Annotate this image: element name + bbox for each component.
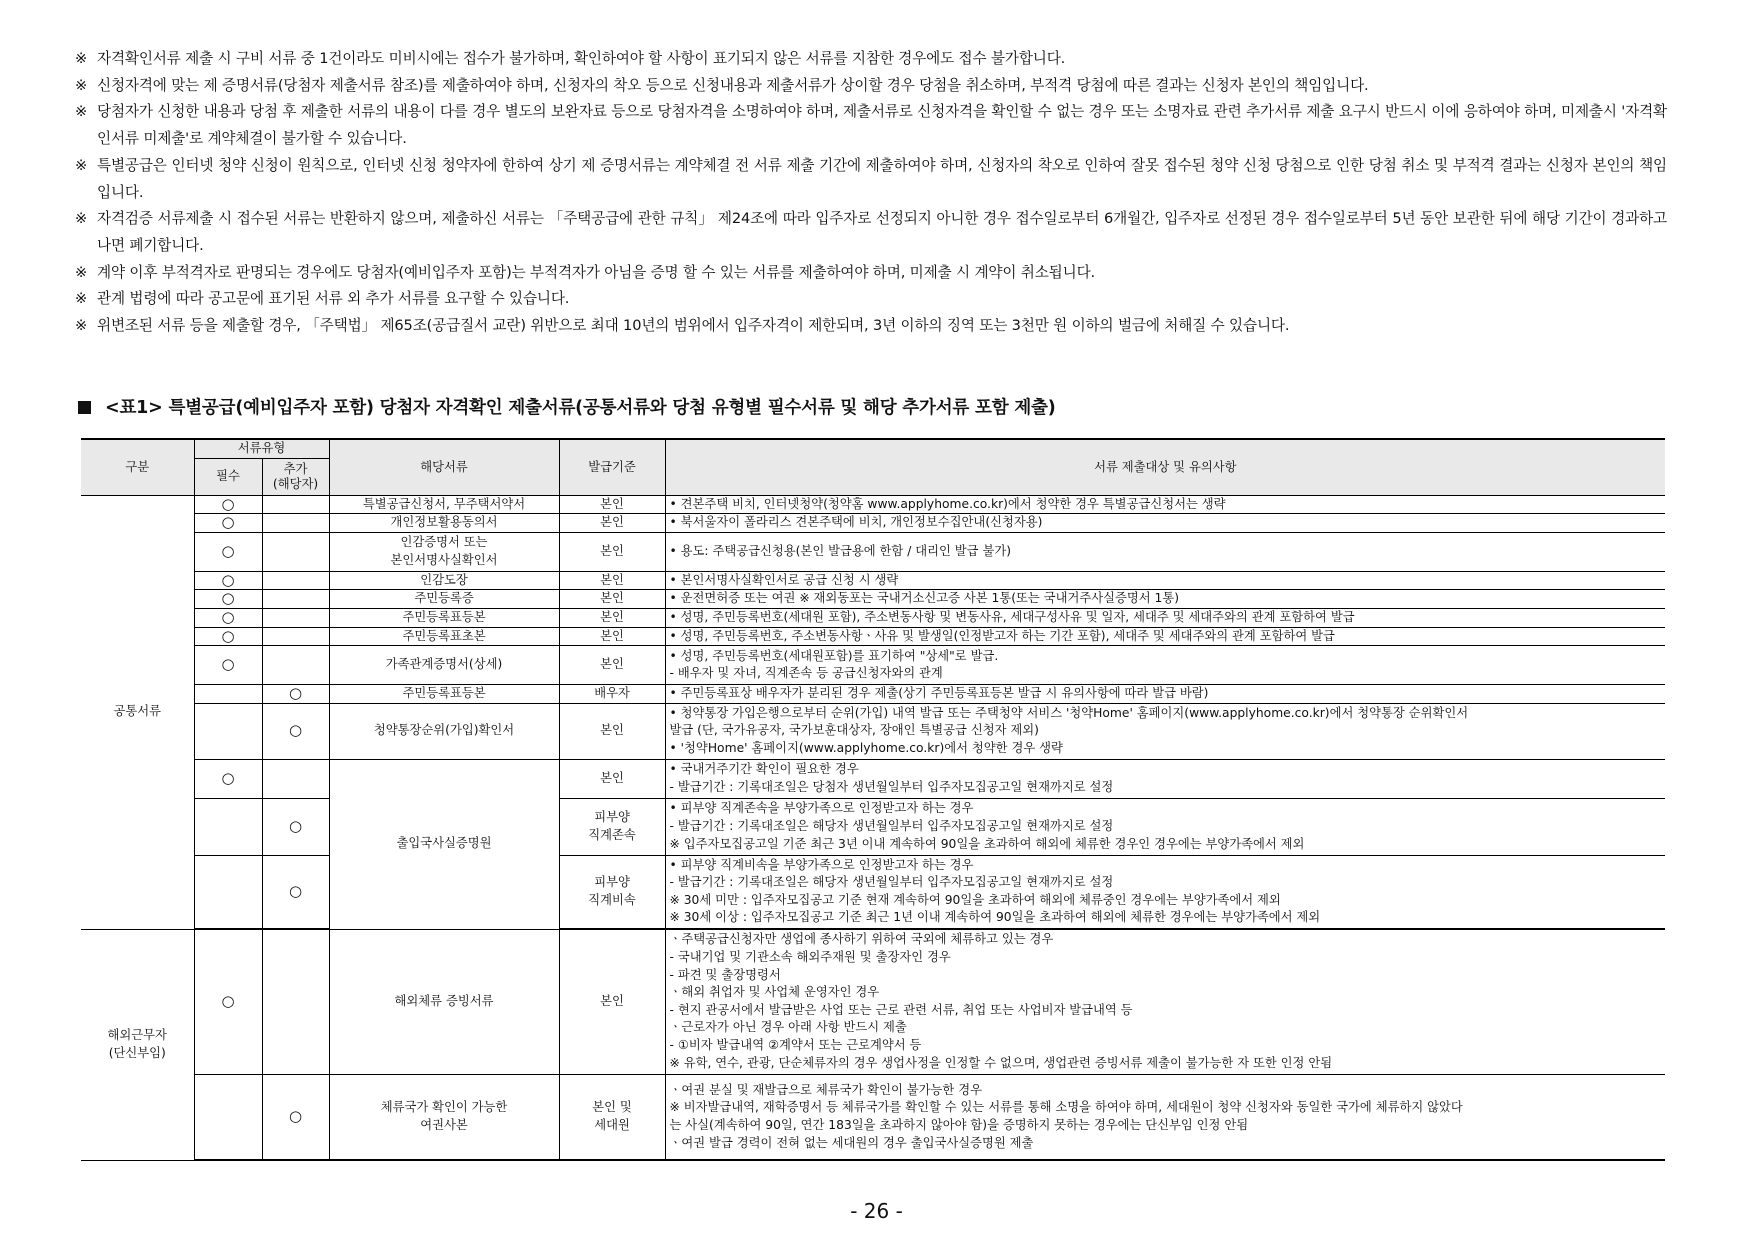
cell-line: 직계존속: [588, 827, 636, 842]
table-row: [81, 759, 1665, 798]
notes-cell: [665, 608, 1665, 627]
group-overseas: 해외근무자 (단신부임): [81, 929, 194, 1160]
doc-cell: [329, 495, 559, 514]
issuer-cell: [559, 646, 665, 685]
header-required: 필수: [194, 458, 262, 495]
cell-line: • 피부양 직계존속을 부양가족으로 인정받고자 하는 경우: [669, 801, 974, 816]
cell-line: • 주민등록표상 배우자가 분리된 경우 제출(상기 주민등록표등본 발급 시 유의사항에 따라 발급 바람): [669, 686, 1209, 701]
additional-mark: ○: [262, 855, 329, 928]
notes-cell: [665, 798, 1665, 855]
required-mark: ○: [194, 608, 262, 627]
notes-cell: [665, 590, 1665, 609]
cell-line: ㆍ해외 취업자 및 사업체 운영자인 경우: [669, 985, 880, 1000]
cell-line: • '청약Home' 홈페이지(www.applyhome.co.kr)에서 청약한 경우 생략: [669, 741, 1063, 756]
required-mark: ○: [194, 929, 262, 1074]
section-title: <표1> 특별공급(예비입주자 포함) 당첨자 자격확인 제출서류(공통서류와 당첨 유형별 필수서류 및 해당 추가서류 포함 제출): [78, 394, 1056, 419]
table-row: [81, 627, 1665, 646]
issuer-cell: [559, 608, 665, 627]
doc-cell: [329, 759, 559, 929]
table-row: [81, 646, 1665, 685]
notes-cell: [665, 495, 1665, 514]
square-bullet-icon: [78, 401, 91, 414]
cell-line: 인감도장: [420, 572, 468, 587]
header-additional: 추가 (해당자): [262, 458, 329, 495]
header-issuer: 발급기준: [559, 439, 665, 495]
cell-line: ㆍ주택공급신청자만 생업에 종사하기 위하여 국외에 체류하고 있는 경우: [669, 932, 1054, 947]
cell-line: 배우자: [594, 686, 630, 701]
notes-cell: [665, 1074, 1665, 1160]
notes-cell: [665, 703, 1665, 759]
additional-mark: ○: [262, 703, 329, 759]
additional-mark: ○: [262, 798, 329, 855]
cell-line: ㆍ여권 발급 경력이 전혀 없는 세대원의 경우 출입국사실증명원 제출: [669, 1135, 1034, 1150]
note-item: ※ 자격확인서류 제출 시 구비 서류 중 1건이라도 미비시에는 접수가 불가하며, 확인하여야 할 사항이 표기되지 않은 서류를 지참한 경우에도 접수 불가합니다.: [75, 50, 1066, 67]
table-row: [81, 495, 1665, 514]
note-item: ※ 계약 이후 부적격자로 판명되는 경우에도 당첨자(예비입주자 포함)는 부적격자가 아님을 증명 할 수 있는 서류를 제출하여야 하며, 미제출 시 계약이 취소됩니다.: [75, 263, 1096, 281]
cell-line: 여권사본: [420, 1118, 468, 1132]
cell-line: 주민등록표등본: [402, 686, 486, 701]
required-mark: ○: [194, 646, 262, 685]
cell-line: • 운전면허증 또는 여권 ※ 재외동포는 국내거소신고증 사본 1통(또는 국내거주사실증명서 1통): [669, 591, 1180, 606]
doc-cell: [329, 532, 559, 571]
cell-line: 본인: [600, 572, 624, 587]
cell-line: 본인: [600, 515, 624, 530]
doc-cell: [329, 571, 559, 590]
cell-line: ㆍ근로자가 아닌 경우 아래 사항 반드시 제출: [669, 1020, 907, 1035]
doc-cell: [329, 590, 559, 609]
required-mark: ○: [194, 571, 262, 590]
cell-line: 해외체류 증빙서류: [394, 993, 494, 1008]
table-row: [81, 514, 1665, 533]
cell-line: • 본인서명사실확인서로 공급 신청 시 생략: [669, 572, 899, 587]
cell-line: - 배우자 및 자녀, 직계존속 등 공급신청자와의 관계: [669, 666, 943, 681]
doc-cell: [329, 929, 559, 1074]
note-item: ※ 신청자격에 맞는 제 증명서류(당첨자 제출서류 참조)를 제출하여야 하며, 신청자의 착오 등으로 신청내용과 제출서류가 상이할 경우 당첨을 취소하며, 부적격 당첨에 따른 결과는 신청자 본인의 책임입니다.: [75, 76, 1369, 94]
cell-line: • 북서울자이 폴라리스 견본주택에 비치, 개인정보수집안내(신청자용): [669, 515, 1043, 530]
note-item: ※ 당첨자가 신청한 내용과 당첨 후 제출한 서류의 내용이 다를 경우 별도의 보완자료 등으로 당첨자격을 소명하여야 하며, 제출서류로 신청자격을 확인할 수 없는 경우 또는 소명자료 관련 추가서류 제출 요구시 반드시 이에 응하여야 하며, 미제출시 '자격확인서류 미제출'로 계약체결이 불가할 수 있습니다.: [75, 103, 1667, 148]
doc-cell: [329, 608, 559, 627]
issuer-cell: [559, 929, 665, 1074]
cell-line: - 발급기간 : 기록대조일은 당첨자 생년월일부터 입주자모집공고일 현재까지로 설정: [669, 779, 1114, 794]
notes-cell: [665, 627, 1665, 646]
table-row: [81, 608, 1665, 627]
issuer-cell: [559, 532, 665, 571]
cell-line: 본인: [600, 543, 624, 558]
issuer-cell: [559, 703, 665, 759]
cell-line: ※ 30세 이상 : 입주자모집공고 기준 최근 1년 이내 계속하여 90일을 초과하여 해외에 체류한 경우에는 부양가족에서 제외: [669, 910, 1321, 925]
cell-line: • 성명, 주민등록번호(세대원 포함), 주소변동사항 및 변동사유, 세대구성사유 및 일자, 세대주 및 세대주와의 관계 포함하여 발급: [669, 609, 1355, 624]
required-mark: ○: [194, 514, 262, 533]
note-item: ※ 자격검증 서류제출 시 접수된 서류는 반환하지 않으며, 제출하신 서류는 「주택공급에 관한 규칙」 제24조에 따라 입주자로 선정되지 아니한 경우 접수일로부터 6개월간, 입주자로 선정된 경우 접수일로부터 5년 동안 보관한 뒤에 해당 기간이 경과하고 나면 폐기합니다.: [75, 210, 1667, 254]
doc-cell: [329, 514, 559, 533]
cell-line: 본인: [600, 609, 624, 624]
table-row: [81, 855, 1665, 928]
note-item: ※ 관계 법령에 따라 공고문에 표기된 서류 외 추가 서류를 요구할 수 있습니다.: [75, 290, 570, 308]
notes-cell: [665, 929, 1665, 1074]
group-common: 공통서류: [81, 495, 194, 929]
cell-line: • 청약통장 가입은행으로부터 순위(가입) 내역 발급 또는 주택청약 서비스 '청약Home' 홈페이지(www.applyhome.co.kr)에서 청약통장 순위확인서: [669, 705, 1469, 720]
notes-cell: [665, 759, 1665, 798]
table-row: [81, 685, 1665, 704]
cell-line: 주민등록표초본: [402, 628, 486, 643]
notes-cell: [665, 646, 1665, 685]
doc-cell: [329, 646, 559, 685]
cell-line: 피부양: [594, 875, 630, 890]
issuer-cell: [559, 685, 665, 704]
cell-line: 청약통장순위(가입)확인서: [373, 723, 515, 738]
cell-line: • 성명, 주민등록번호(세대원포함)를 표기하여 "상세"로 발급.: [669, 648, 999, 663]
cell-line: 발급 (단, 국가유공자, 국가보훈대상자, 장애인 특별공급 신청자 제외): [669, 723, 1039, 738]
additional-mark: ○: [262, 685, 329, 704]
cell-line: 세대원: [594, 1118, 630, 1132]
cell-line: 본인: [600, 657, 624, 672]
table-row: [81, 703, 1665, 759]
cell-line: 특별공급신청서, 무주택서약서: [362, 496, 526, 511]
notes-cell: [665, 571, 1665, 590]
cell-line: • 국내거주기간 확인이 필요한 경우: [669, 762, 859, 777]
cell-line: 체류국가 확인이 가능한: [380, 1100, 508, 1115]
cell-line: • 견본주택 비치, 인터넷청약(청약홈 www.applyhome.co.kr)에서 청약한 경우 특별공급신청서는 생략: [669, 496, 1226, 511]
table-row: [81, 571, 1665, 590]
cell-line: ※ 비자발급내역, 재학증명서 등 체류국가를 확인할 수 있는 서류를 통해 소명을 하여야 하며, 세대원이 청약 신청자와 동일한 국가에 체류하지 않았다: [669, 1100, 1463, 1115]
cell-line: 출입국사실증명원: [396, 836, 492, 851]
cell-line: 본인: [600, 723, 624, 738]
required-mark: ○: [194, 627, 262, 646]
documents-table: [81, 438, 1665, 1161]
header-document: 해당서류: [329, 439, 559, 495]
cell-line: ※ 유학, 연수, 관광, 단순체류자의 경우 생업사정을 인정할 수 없으며, 생업관련 증빙서류 제출이 불가능한 자 또한 인정 안됨: [669, 1055, 1333, 1070]
cell-line: - 국내기업 및 기관소속 해외주재원 및 출장자인 경우: [669, 949, 951, 964]
cell-line: 본인: [600, 496, 624, 511]
notes-list: [75, 46, 1667, 340]
required-mark: ○: [194, 532, 262, 571]
notes-cell: [665, 685, 1665, 704]
doc-cell: [329, 685, 559, 704]
issuer-cell: [559, 590, 665, 609]
cell-line: - 현지 관공서에서 발급받은 사업 또는 근로 관련 서류, 취업 또는 사업비자 발급내역 등: [669, 1002, 1133, 1017]
cell-line: 본인: [600, 770, 624, 785]
table-header: [81, 439, 1665, 495]
cell-line: 주민등록증: [414, 591, 474, 606]
page-number: - 26 -: [850, 1199, 903, 1223]
notes-cell: [665, 855, 1665, 928]
note-item: ※ 위변조된 서류 등을 제출할 경우, 「주택법」 제65조(공급질서 교란) 위반으로 최대 10년의 범위에서 입주자격이 제한되며, 3년 이하의 징역 또는 3천만 원 이하의 벌금에 처해질 수 있습니다.: [75, 317, 1290, 335]
notes-cell: [665, 532, 1665, 571]
table-row: [81, 590, 1665, 609]
cell-line: • 피부양 직계비속을 부양가족으로 인정받고자 하는 경우: [669, 857, 974, 872]
issuer-cell: [559, 759, 665, 798]
cell-line: 본인 및: [592, 1100, 632, 1115]
table-row: [81, 798, 1665, 855]
cell-line: • 성명, 주민등록번호, 주소변동사항ㆍ사유 및 발생일(인정받고자 하는 기간 포함), 세대주 및 세대주와의 관계 포함하여 발급: [669, 628, 1335, 643]
cell-line: 주민등록표등본: [402, 609, 486, 624]
required-mark: ○: [194, 590, 262, 609]
cell-line: - 발급기간 : 기록대조일은 해당자 생년월일부터 입주자모집공고일 현재까지로 설정: [669, 818, 1114, 833]
doc-cell: [329, 1074, 559, 1160]
cell-line: ※ 입주자모집공고일 기준 최근 3년 이내 계속하여 90일을 초과하여 해외에 체류한 경우인 경우에는 부양가족에서 제외: [669, 836, 1305, 851]
issuer-cell: [559, 1074, 665, 1160]
cell-line: 개인정보활용동의서: [390, 515, 498, 530]
issuer-cell: [559, 627, 665, 646]
cell-line: ㆍ여권 분실 및 재발급으로 체류국가 확인이 불가능한 경우: [669, 1082, 982, 1097]
issuer-cell: [559, 571, 665, 590]
cell-line: - 발급기간 : 기록대조일은 해당자 생년월일부터 입주자모집공고일 현재까지로 설정: [669, 875, 1114, 890]
cell-line: • 용도: 주택공급신청용(본인 발급용에 한함 / 대리인 발급 불가): [669, 543, 1012, 558]
table-row: [81, 532, 1665, 571]
doc-cell: [329, 703, 559, 759]
cell-line: 본인: [600, 993, 624, 1008]
cell-line: 인감증명서 또는: [400, 535, 488, 550]
header-notes: 서류 제출대상 및 유의사항: [665, 439, 1665, 495]
notes-cell: [665, 514, 1665, 533]
additional-mark: ○: [262, 1074, 329, 1160]
cell-line: 피부양: [594, 810, 630, 825]
issuer-cell: [559, 855, 665, 928]
required-mark: ○: [194, 495, 262, 514]
cell-line: 는 사실(계속하여 90일, 연간 183일을 초과하지 않아야 함)을 증명하지 못하는 경우에는 단신부임 인정 안됨: [669, 1118, 1249, 1132]
cell-line: 본인: [600, 628, 624, 643]
header-doc-type: 서류유형: [194, 439, 329, 458]
doc-cell: [329, 627, 559, 646]
table-row: [81, 1074, 1665, 1160]
cell-line: 가족관계증명서(상세): [385, 657, 503, 672]
cell-line: 본인서명사실확인서: [390, 552, 498, 567]
table-row: [81, 929, 1665, 1074]
issuer-cell: [559, 495, 665, 514]
issuer-cell: [559, 514, 665, 533]
cell-line: ※ 30세 미만 : 입주자모집공고 기준 현재 계속하여 90일을 초과하여 해외에 체류중인 경우에는 부양가족에서 제외: [669, 892, 1281, 907]
cell-line: 본인: [600, 591, 624, 606]
cell-line: 직계비속: [588, 892, 636, 907]
header-category: 구분: [81, 439, 194, 495]
issuer-cell: [559, 798, 665, 855]
cell-line: - ①비자 발급내역 ②계약서 또는 근로계약서 등: [669, 1037, 922, 1052]
required-mark: ○: [194, 759, 262, 798]
note-item: ※ 특별공급은 인터넷 청약 신청이 원칙으로, 인터넷 신청 청약자에 한하여 상기 제 증명서류는 계약체결 전 서류 제출 기간에 제출하여야 하며, 신청자의 착오로 인하여 잘못 접수된 청약 신청 당첨으로 인한 당첨 취소 및 부적격 결과는 신청자 본인의 책임입니다.: [75, 156, 1667, 201]
cell-line: - 파견 및 출장명령서: [669, 967, 781, 982]
